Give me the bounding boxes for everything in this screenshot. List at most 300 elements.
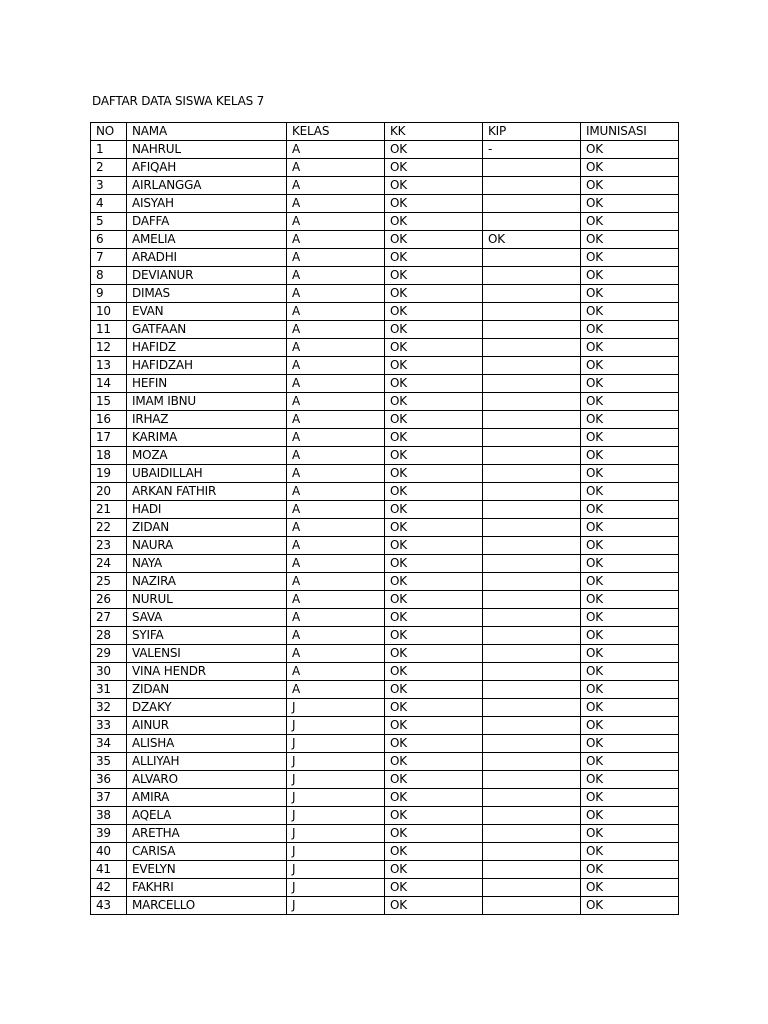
cell-kk: OK	[385, 195, 483, 213]
cell-kip	[483, 483, 581, 501]
cell-kelas: A	[287, 609, 385, 627]
cell-no: 30	[91, 663, 127, 681]
cell-no: 43	[91, 897, 127, 915]
cell-kk: OK	[385, 393, 483, 411]
cell-no: 40	[91, 843, 127, 861]
cell-kelas: A	[287, 645, 385, 663]
cell-kip	[483, 339, 581, 357]
table-row	[91, 879, 679, 897]
cell-kk: OK	[385, 645, 483, 663]
cell-kelas: A	[287, 285, 385, 303]
header-imunisasi: IMUNISASI	[581, 123, 679, 141]
cell-kk: OK	[385, 375, 483, 393]
cell-kip	[483, 285, 581, 303]
cell-kk: OK	[385, 411, 483, 429]
cell-kip	[483, 555, 581, 573]
cell-no: 4	[91, 195, 127, 213]
cell-imunisasi: OK	[581, 879, 679, 897]
cell-imunisasi: OK	[581, 213, 679, 231]
cell-kip	[483, 681, 581, 699]
cell-kk: OK	[385, 177, 483, 195]
cell-imunisasi: OK	[581, 735, 679, 753]
cell-kelas: A	[287, 159, 385, 177]
cell-imunisasi: OK	[581, 771, 679, 789]
table-row	[91, 573, 679, 591]
cell-imunisasi: OK	[581, 663, 679, 681]
cell-kip	[483, 357, 581, 375]
cell-nama: ARETHA	[127, 825, 287, 843]
cell-no: 22	[91, 519, 127, 537]
cell-kelas: J	[287, 699, 385, 717]
table-row	[91, 609, 679, 627]
cell-kelas: J	[287, 825, 385, 843]
cell-kip: OK	[483, 231, 581, 249]
cell-nama: IRHAZ	[127, 411, 287, 429]
cell-kelas: A	[287, 573, 385, 591]
table-row	[91, 519, 679, 537]
cell-kelas: A	[287, 303, 385, 321]
cell-kip	[483, 393, 581, 411]
cell-kelas: J	[287, 735, 385, 753]
cell-imunisasi: OK	[581, 195, 679, 213]
table-row	[91, 825, 679, 843]
cell-kip	[483, 771, 581, 789]
cell-no: 42	[91, 879, 127, 897]
cell-kip	[483, 879, 581, 897]
cell-no: 17	[91, 429, 127, 447]
table-row	[91, 627, 679, 645]
cell-nama: DEVIANUR	[127, 267, 287, 285]
cell-kelas: A	[287, 465, 385, 483]
cell-kk: OK	[385, 267, 483, 285]
cell-imunisasi: OK	[581, 141, 679, 159]
cell-kip	[483, 249, 581, 267]
cell-kelas: A	[287, 519, 385, 537]
cell-kk: OK	[385, 825, 483, 843]
cell-imunisasi: OK	[581, 159, 679, 177]
cell-kk: OK	[385, 357, 483, 375]
cell-nama: HADI	[127, 501, 287, 519]
cell-kk: OK	[385, 537, 483, 555]
cell-nama: IMAM IBNU	[127, 393, 287, 411]
cell-kk: OK	[385, 753, 483, 771]
cell-kelas: A	[287, 681, 385, 699]
cell-kk: OK	[385, 735, 483, 753]
cell-kk: OK	[385, 213, 483, 231]
cell-imunisasi: OK	[581, 429, 679, 447]
cell-kk: OK	[385, 141, 483, 159]
cell-kip	[483, 447, 581, 465]
cell-no: 16	[91, 411, 127, 429]
cell-nama: NAZIRA	[127, 573, 287, 591]
cell-kk: OK	[385, 861, 483, 879]
table-row	[91, 429, 679, 447]
cell-kelas: A	[287, 555, 385, 573]
cell-no: 25	[91, 573, 127, 591]
header-nama: NAMA	[127, 123, 287, 141]
table-row	[91, 177, 679, 195]
cell-nama: NAYA	[127, 555, 287, 573]
cell-imunisasi: OK	[581, 393, 679, 411]
cell-kip: -	[483, 141, 581, 159]
cell-kip	[483, 699, 581, 717]
cell-nama: ARADHI	[127, 249, 287, 267]
table-row	[91, 807, 679, 825]
cell-nama: AQELA	[127, 807, 287, 825]
cell-nama: HAFIDZ	[127, 339, 287, 357]
table-header-row	[91, 123, 679, 141]
cell-kelas: A	[287, 357, 385, 375]
cell-no: 31	[91, 681, 127, 699]
cell-kip	[483, 465, 581, 483]
cell-nama: ARKAN FATHIR	[127, 483, 287, 501]
cell-kip	[483, 177, 581, 195]
cell-kip	[483, 897, 581, 915]
cell-nama: GATFAAN	[127, 321, 287, 339]
cell-kelas: J	[287, 879, 385, 897]
cell-nama: AFIQAH	[127, 159, 287, 177]
table-row	[91, 645, 679, 663]
table-row	[91, 249, 679, 267]
cell-nama: DAFFA	[127, 213, 287, 231]
cell-kelas: A	[287, 321, 385, 339]
cell-kelas: J	[287, 861, 385, 879]
cell-kelas: A	[287, 627, 385, 645]
cell-kk: OK	[385, 483, 483, 501]
header-no: NO	[91, 123, 127, 141]
cell-kk: OK	[385, 519, 483, 537]
cell-kk: OK	[385, 807, 483, 825]
cell-kelas: A	[287, 393, 385, 411]
cell-no: 14	[91, 375, 127, 393]
cell-kelas: A	[287, 411, 385, 429]
cell-nama: MOZA	[127, 447, 287, 465]
cell-kelas: A	[287, 447, 385, 465]
cell-kip	[483, 591, 581, 609]
table-row	[91, 393, 679, 411]
cell-no: 6	[91, 231, 127, 249]
cell-kip	[483, 627, 581, 645]
table-row	[91, 213, 679, 231]
cell-kip	[483, 843, 581, 861]
cell-nama: CARISA	[127, 843, 287, 861]
cell-imunisasi: OK	[581, 555, 679, 573]
cell-kk: OK	[385, 285, 483, 303]
cell-kelas: J	[287, 753, 385, 771]
cell-kelas: A	[287, 375, 385, 393]
cell-nama: HEFIN	[127, 375, 287, 393]
cell-imunisasi: OK	[581, 789, 679, 807]
cell-imunisasi: OK	[581, 699, 679, 717]
cell-kelas: A	[287, 267, 385, 285]
table-row	[91, 897, 679, 915]
cell-kip	[483, 573, 581, 591]
cell-kelas: A	[287, 231, 385, 249]
cell-kelas: A	[287, 249, 385, 267]
cell-kk: OK	[385, 159, 483, 177]
cell-kk: OK	[385, 249, 483, 267]
cell-kelas: J	[287, 843, 385, 861]
cell-no: 11	[91, 321, 127, 339]
cell-no: 39	[91, 825, 127, 843]
cell-no: 23	[91, 537, 127, 555]
cell-no: 34	[91, 735, 127, 753]
cell-no: 2	[91, 159, 127, 177]
cell-kelas: A	[287, 501, 385, 519]
cell-no: 3	[91, 177, 127, 195]
cell-kip	[483, 159, 581, 177]
cell-kip	[483, 645, 581, 663]
cell-imunisasi: OK	[581, 609, 679, 627]
table-row	[91, 555, 679, 573]
table-row	[91, 843, 679, 861]
table-body	[91, 141, 679, 915]
table-row	[91, 681, 679, 699]
cell-no: 24	[91, 555, 127, 573]
cell-no: 26	[91, 591, 127, 609]
table-row	[91, 861, 679, 879]
header-kip: KIP	[483, 123, 581, 141]
cell-no: 12	[91, 339, 127, 357]
student-data-table	[90, 122, 679, 915]
cell-kk: OK	[385, 501, 483, 519]
cell-kip	[483, 321, 581, 339]
table-row	[91, 789, 679, 807]
cell-nama: NAHRUL	[127, 141, 287, 159]
cell-kip	[483, 861, 581, 879]
cell-kip	[483, 789, 581, 807]
cell-imunisasi: OK	[581, 375, 679, 393]
cell-kelas: A	[287, 213, 385, 231]
header-kelas: KELAS	[287, 123, 385, 141]
cell-imunisasi: OK	[581, 357, 679, 375]
cell-kk: OK	[385, 303, 483, 321]
cell-nama: DZAKY	[127, 699, 287, 717]
cell-no: 27	[91, 609, 127, 627]
cell-nama: AINUR	[127, 717, 287, 735]
cell-imunisasi: OK	[581, 231, 679, 249]
table-row	[91, 501, 679, 519]
cell-kk: OK	[385, 429, 483, 447]
cell-kip	[483, 519, 581, 537]
cell-kip	[483, 195, 581, 213]
cell-kk: OK	[385, 699, 483, 717]
cell-imunisasi: OK	[581, 483, 679, 501]
cell-no: 13	[91, 357, 127, 375]
cell-nama: SYIFA	[127, 627, 287, 645]
table-row	[91, 591, 679, 609]
cell-kip	[483, 717, 581, 735]
cell-kk: OK	[385, 627, 483, 645]
cell-kk: OK	[385, 897, 483, 915]
cell-no: 37	[91, 789, 127, 807]
table-row	[91, 753, 679, 771]
table-row	[91, 141, 679, 159]
cell-no: 41	[91, 861, 127, 879]
cell-imunisasi: OK	[581, 537, 679, 555]
cell-kk: OK	[385, 843, 483, 861]
cell-imunisasi: OK	[581, 339, 679, 357]
cell-kk: OK	[385, 555, 483, 573]
cell-no: 9	[91, 285, 127, 303]
cell-imunisasi: OK	[581, 843, 679, 861]
cell-no: 21	[91, 501, 127, 519]
table-row	[91, 465, 679, 483]
table-row	[91, 267, 679, 285]
cell-kelas: J	[287, 771, 385, 789]
table-row	[91, 159, 679, 177]
table-row	[91, 339, 679, 357]
page-title: DAFTAR DATA SISWA KELAS 7	[92, 94, 265, 108]
cell-kk: OK	[385, 663, 483, 681]
cell-kk: OK	[385, 321, 483, 339]
cell-no: 35	[91, 753, 127, 771]
cell-no: 36	[91, 771, 127, 789]
cell-kk: OK	[385, 789, 483, 807]
table-row	[91, 357, 679, 375]
cell-kip	[483, 375, 581, 393]
cell-kelas: A	[287, 537, 385, 555]
cell-kip	[483, 825, 581, 843]
cell-kelas: A	[287, 483, 385, 501]
table-row	[91, 411, 679, 429]
cell-kelas: A	[287, 591, 385, 609]
cell-nama: ZIDAN	[127, 681, 287, 699]
table-row	[91, 375, 679, 393]
cell-imunisasi: OK	[581, 627, 679, 645]
cell-nama: SAVA	[127, 609, 287, 627]
cell-kip	[483, 753, 581, 771]
cell-kip	[483, 411, 581, 429]
table-row	[91, 285, 679, 303]
cell-imunisasi: OK	[581, 591, 679, 609]
cell-nama: KARIMA	[127, 429, 287, 447]
cell-imunisasi: OK	[581, 177, 679, 195]
cell-imunisasi: OK	[581, 681, 679, 699]
cell-no: 15	[91, 393, 127, 411]
cell-kelas: A	[287, 429, 385, 447]
cell-nama: EVAN	[127, 303, 287, 321]
cell-kk: OK	[385, 447, 483, 465]
cell-nama: DIMAS	[127, 285, 287, 303]
cell-imunisasi: OK	[581, 465, 679, 483]
cell-kip	[483, 267, 581, 285]
cell-kip	[483, 501, 581, 519]
cell-no: 33	[91, 717, 127, 735]
cell-imunisasi: OK	[581, 321, 679, 339]
cell-no: 5	[91, 213, 127, 231]
cell-imunisasi: OK	[581, 753, 679, 771]
cell-nama: NURUL	[127, 591, 287, 609]
cell-kk: OK	[385, 591, 483, 609]
cell-no: 32	[91, 699, 127, 717]
cell-imunisasi: OK	[581, 447, 679, 465]
cell-kelas: J	[287, 717, 385, 735]
cell-kelas: A	[287, 339, 385, 357]
cell-nama: AMIRA	[127, 789, 287, 807]
table-row	[91, 303, 679, 321]
cell-kk: OK	[385, 609, 483, 627]
cell-imunisasi: OK	[581, 303, 679, 321]
cell-imunisasi: OK	[581, 501, 679, 519]
cell-no: 29	[91, 645, 127, 663]
cell-nama: VALENSI	[127, 645, 287, 663]
cell-imunisasi: OK	[581, 645, 679, 663]
cell-kip	[483, 735, 581, 753]
cell-kip	[483, 429, 581, 447]
cell-imunisasi: OK	[581, 249, 679, 267]
cell-kk: OK	[385, 231, 483, 249]
cell-nama: AISYAH	[127, 195, 287, 213]
cell-kip	[483, 303, 581, 321]
table-row	[91, 735, 679, 753]
cell-nama: ALLIYAH	[127, 753, 287, 771]
cell-imunisasi: OK	[581, 285, 679, 303]
cell-kip	[483, 213, 581, 231]
table-row	[91, 663, 679, 681]
cell-nama: ALISHA	[127, 735, 287, 753]
table-row	[91, 447, 679, 465]
cell-kip	[483, 807, 581, 825]
cell-kk: OK	[385, 339, 483, 357]
table-row	[91, 771, 679, 789]
cell-kelas: J	[287, 789, 385, 807]
cell-nama: UBAIDILLAH	[127, 465, 287, 483]
cell-kk: OK	[385, 717, 483, 735]
table-row	[91, 321, 679, 339]
table-row	[91, 195, 679, 213]
cell-kelas: J	[287, 807, 385, 825]
cell-kip	[483, 663, 581, 681]
cell-nama: EVELYN	[127, 861, 287, 879]
table-row	[91, 717, 679, 735]
cell-kelas: A	[287, 663, 385, 681]
cell-kelas: J	[287, 897, 385, 915]
cell-imunisasi: OK	[581, 897, 679, 915]
cell-kip	[483, 609, 581, 627]
cell-imunisasi: OK	[581, 267, 679, 285]
cell-nama: ZIDAN	[127, 519, 287, 537]
cell-no: 28	[91, 627, 127, 645]
cell-nama: HAFIDZAH	[127, 357, 287, 375]
table-row	[91, 483, 679, 501]
cell-imunisasi: OK	[581, 411, 679, 429]
header-kk: KK	[385, 123, 483, 141]
cell-kk: OK	[385, 771, 483, 789]
cell-kelas: A	[287, 141, 385, 159]
cell-no: 8	[91, 267, 127, 285]
cell-nama: VINA HENDR	[127, 663, 287, 681]
cell-nama: AIRLANGGA	[127, 177, 287, 195]
cell-imunisasi: OK	[581, 573, 679, 591]
cell-no: 19	[91, 465, 127, 483]
cell-no: 20	[91, 483, 127, 501]
cell-imunisasi: OK	[581, 825, 679, 843]
cell-imunisasi: OK	[581, 717, 679, 735]
cell-imunisasi: OK	[581, 807, 679, 825]
cell-kip	[483, 537, 581, 555]
cell-no: 10	[91, 303, 127, 321]
cell-kk: OK	[385, 681, 483, 699]
cell-no: 38	[91, 807, 127, 825]
cell-kk: OK	[385, 465, 483, 483]
table-row	[91, 699, 679, 717]
cell-kk: OK	[385, 879, 483, 897]
cell-nama: AMELIA	[127, 231, 287, 249]
cell-kk: OK	[385, 573, 483, 591]
cell-no: 18	[91, 447, 127, 465]
table-row	[91, 231, 679, 249]
